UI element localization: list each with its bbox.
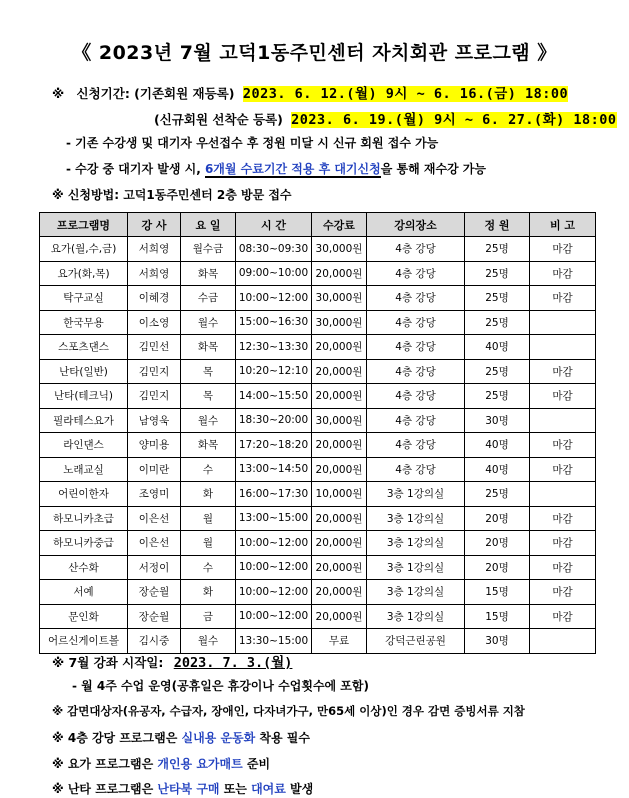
header-cell: 비 고 (530, 213, 596, 237)
nanta-mid: 또는 (223, 782, 247, 796)
days-cell: 목 (181, 384, 236, 409)
header-cell: 강 사 (128, 213, 181, 237)
fee-cell: 30,000원 (312, 310, 367, 335)
capacity-cell: 20명 (465, 531, 530, 556)
period-line-existing (52, 82, 568, 102)
remark-cell: 마감 (530, 580, 596, 605)
table-row (40, 261, 596, 286)
program-name-cell: 라인댄스 (40, 433, 128, 458)
capacity-cell: 25명 (465, 359, 530, 384)
nanta-highlight-buy: 난타북 구매 (157, 782, 220, 796)
program-table (39, 212, 596, 654)
apply-method: ※ 신청방법: 고덕1동주민센터 2층 방문 접수 (52, 188, 292, 202)
days-cell: 월 (181, 531, 236, 556)
capacity-cell: 25명 (465, 286, 530, 311)
time-cell: 10:00~12:00 (236, 531, 312, 556)
time-cell: 15:00~16:30 (236, 310, 312, 335)
location-cell: 4층 강당 (367, 457, 465, 482)
remark-cell: 마감 (530, 286, 596, 311)
note-waitlist-post: 을 통해 재수강 가능 (380, 162, 486, 176)
floor4-note (52, 729, 310, 746)
fee-cell: 20,000원 (312, 506, 367, 531)
table-header-row (40, 213, 596, 237)
fee-cell: 20,000원 (312, 580, 367, 605)
remark-cell: 마감 (530, 457, 596, 482)
table-row (40, 310, 596, 335)
fee-cell: 20,000원 (312, 261, 367, 286)
table-row (40, 531, 596, 556)
fee-cell: 무료 (312, 629, 367, 654)
program-name-cell: 하모니카초급 (40, 506, 128, 531)
time-cell: 18:30~20:00 (236, 408, 312, 433)
nanta-note (52, 780, 313, 797)
capacity-cell: 40명 (465, 335, 530, 360)
program-name-cell: 탁구교실 (40, 286, 128, 311)
note-waitlist-pre: - 수강 중 대기자 발생 시, (66, 162, 201, 176)
program-name-cell: 한국무용 (40, 310, 128, 335)
time-cell: 10:20~12:10 (236, 359, 312, 384)
fee-cell: 20,000원 (312, 384, 367, 409)
new-label: (신규회원 선착순 등록) (154, 112, 283, 127)
remark-cell (530, 629, 596, 654)
fee-cell: 20,000원 (312, 457, 367, 482)
instructor-cell: 서정이 (128, 555, 181, 580)
instructor-cell: 서희영 (128, 261, 181, 286)
days-cell: 화목 (181, 433, 236, 458)
fee-cell: 10,000원 (312, 482, 367, 507)
days-cell: 수금 (181, 286, 236, 311)
instructor-cell: 남영욱 (128, 408, 181, 433)
capacity-cell: 15명 (465, 604, 530, 629)
capacity-cell: 20명 (465, 555, 530, 580)
program-name-cell: 노래교실 (40, 457, 128, 482)
period-label: 신청기간: (기존회원 재등록) (76, 86, 235, 101)
location-cell: 강덕근린공원 (367, 629, 465, 654)
instructor-cell: 서희영 (128, 237, 181, 262)
location-cell: 3층 1강의실 (367, 555, 465, 580)
time-cell: 13:00~14:50 (236, 457, 312, 482)
location-cell: 4층 강당 (367, 408, 465, 433)
remark-cell (530, 310, 596, 335)
yoga-highlight: 개인용 요가매트 (157, 757, 243, 771)
yoga-post: 준비 (246, 757, 271, 771)
location-cell: 4층 강당 (367, 433, 465, 458)
time-cell: 09:00~10:00 (236, 261, 312, 286)
program-name-cell: 난타(일반) (40, 359, 128, 384)
table-row (40, 482, 596, 507)
instructor-cell: 장순월 (128, 580, 181, 605)
table-row (40, 604, 596, 629)
capacity-cell: 25명 (465, 384, 530, 409)
table-row (40, 506, 596, 531)
capacity-cell: 25명 (465, 482, 530, 507)
days-cell: 화목 (181, 261, 236, 286)
program-name-cell: 산수화 (40, 555, 128, 580)
time-cell: 13:00~15:00 (236, 506, 312, 531)
program-name-cell: 문인화 (40, 604, 128, 629)
table-row (40, 457, 596, 482)
time-cell: 12:30~13:30 (236, 335, 312, 360)
days-cell: 수 (181, 457, 236, 482)
table-row (40, 408, 596, 433)
header-cell: 요 일 (181, 213, 236, 237)
time-cell: 13:30~15:00 (236, 629, 312, 654)
capacity-cell: 25명 (465, 310, 530, 335)
instructor-cell: 김시중 (128, 629, 181, 654)
table-row (40, 433, 596, 458)
fee-cell: 20,000원 (312, 359, 367, 384)
time-cell: 16:00~17:30 (236, 482, 312, 507)
time-cell: 10:00~12:00 (236, 604, 312, 629)
location-cell: 4층 강당 (367, 359, 465, 384)
header-cell: 정 원 (465, 213, 530, 237)
capacity-cell: 40명 (465, 457, 530, 482)
program-name-cell: 하모니카중급 (40, 531, 128, 556)
floor4-highlight: 실내용 운동화 (181, 731, 256, 745)
existing-dates: 2023. 6. 12.(월) 9시 ~ 6. 16.(금) 18:00 (242, 86, 569, 102)
fee-cell: 20,000원 (312, 433, 367, 458)
instructor-cell: 양미용 (128, 433, 181, 458)
new-dates: 2023. 6. 19.(월) 9시 ~ 6. 27.(화) 18:00 (291, 112, 617, 128)
instructor-cell: 김민지 (128, 384, 181, 409)
days-cell: 화목 (181, 335, 236, 360)
fee-cell: 30,000원 (312, 408, 367, 433)
header-cell: 강의장소 (367, 213, 465, 237)
location-cell: 3층 1강의실 (367, 580, 465, 605)
header-cell: 프로그램명 (40, 213, 128, 237)
weekly-note: - 월 4주 수업 운영(공휴일은 휴강이나 수업횟수에 포함) (72, 679, 369, 693)
location-cell: 3층 1강의실 (367, 604, 465, 629)
table-row (40, 335, 596, 360)
remark-cell: 마감 (530, 506, 596, 531)
instructor-cell: 조영미 (128, 482, 181, 507)
days-cell: 월수 (181, 408, 236, 433)
program-name-cell: 어르신게이트볼 (40, 629, 128, 654)
program-name-cell: 요가(화,목) (40, 261, 128, 286)
days-cell: 금 (181, 604, 236, 629)
program-name-cell: 어린이한자 (40, 482, 128, 507)
days-cell: 월수금 (181, 237, 236, 262)
remark-cell: 마감 (530, 359, 596, 384)
table-body (40, 237, 596, 654)
fee-cell: 20,000원 (312, 555, 367, 580)
instructor-cell: 이혜경 (128, 286, 181, 311)
fee-cell: 20,000원 (312, 335, 367, 360)
table-row (40, 555, 596, 580)
remark-cell: 마감 (530, 531, 596, 556)
time-cell: 08:30~09:30 (236, 237, 312, 262)
program-name-cell: 난타(테크닉) (40, 384, 128, 409)
instructor-cell: 장순월 (128, 604, 181, 629)
instructor-cell: 김민지 (128, 359, 181, 384)
days-cell: 수 (181, 555, 236, 580)
program-name-cell: 서예 (40, 580, 128, 605)
program-name-cell: 요가(월,수,금) (40, 237, 128, 262)
days-cell: 화 (181, 482, 236, 507)
capacity-cell: 25명 (465, 261, 530, 286)
instructor-cell: 김민선 (128, 335, 181, 360)
days-cell: 월수 (181, 310, 236, 335)
remark-cell: 마감 (530, 261, 596, 286)
days-cell: 화 (181, 580, 236, 605)
time-cell: 14:00~15:50 (236, 384, 312, 409)
header-cell: 시 간 (236, 213, 312, 237)
table-row (40, 629, 596, 654)
table-row (40, 237, 596, 262)
remark-cell: 마감 (530, 433, 596, 458)
note-waitlist (66, 160, 486, 177)
instructor-cell: 이은선 (128, 506, 181, 531)
location-cell: 4층 강당 (367, 237, 465, 262)
start-label: ※ 7월 강좌 시작일: (52, 655, 164, 670)
note-waitlist-link: 6개월 수료기간 적용 후 대기신청 (204, 162, 381, 176)
instructor-cell: 이은선 (128, 531, 181, 556)
fee-cell: 30,000원 (312, 237, 367, 262)
remark-cell (530, 408, 596, 433)
location-cell: 3층 1강의실 (367, 531, 465, 556)
time-cell: 10:00~12:00 (236, 580, 312, 605)
remark-cell (530, 482, 596, 507)
table-row (40, 580, 596, 605)
capacity-cell: 25명 (465, 237, 530, 262)
nanta-pre: ※ 난타 프로그램은 (52, 782, 154, 796)
table-row (40, 384, 596, 409)
remark-cell: 마감 (530, 237, 596, 262)
remark-cell: 마감 (530, 384, 596, 409)
page-title: 《 2023년 7월 고덕1동주민센터 자치회관 프로그램 》 (72, 42, 557, 64)
fee-cell: 30,000원 (312, 286, 367, 311)
note-priority: - 기존 수강생 및 대기자 우선접수 후 정원 미달 시 신규 회원 접수 가능 (66, 136, 439, 150)
days-cell: 월수 (181, 629, 236, 654)
capacity-cell: 20명 (465, 506, 530, 531)
start-line (52, 651, 292, 671)
fee-cell: 20,000원 (312, 604, 367, 629)
location-cell: 3층 1강의실 (367, 506, 465, 531)
floor4-post: 착용 필수 (259, 731, 310, 745)
capacity-cell: 40명 (465, 433, 530, 458)
location-cell: 4층 강당 (367, 310, 465, 335)
header-cell: 수강료 (312, 213, 367, 237)
capacity-cell: 15명 (465, 580, 530, 605)
location-cell: 4층 강당 (367, 286, 465, 311)
location-cell: 4층 강당 (367, 261, 465, 286)
nanta-post: 발생 (290, 782, 314, 796)
table-row (40, 286, 596, 311)
days-cell: 월 (181, 506, 236, 531)
instructor-cell: 이소영 (128, 310, 181, 335)
instructor-cell: 이미란 (128, 457, 181, 482)
time-cell: 10:00~12:00 (236, 286, 312, 311)
yoga-note (52, 755, 270, 772)
location-cell: 4층 강당 (367, 384, 465, 409)
time-cell: 17:20~18:20 (236, 433, 312, 458)
remark-cell: 마감 (530, 604, 596, 629)
capacity-cell: 30명 (465, 408, 530, 433)
floor4-pre: ※ 4층 강당 프로그램은 (52, 731, 178, 745)
nanta-highlight-rent: 대여료 (251, 782, 286, 796)
remark-cell: 마감 (530, 555, 596, 580)
yoga-pre: ※ 요가 프로그램은 (52, 757, 154, 771)
period-line-new (154, 108, 617, 128)
location-cell: 4층 강당 (367, 335, 465, 360)
remark-cell (530, 335, 596, 360)
program-name-cell: 스포츠댄스 (40, 335, 128, 360)
table-row (40, 359, 596, 384)
days-cell: 목 (181, 359, 236, 384)
program-name-cell: 필라테스요가 (40, 408, 128, 433)
period-bullet: ※ (52, 86, 65, 101)
capacity-cell: 30명 (465, 629, 530, 654)
fee-cell: 20,000원 (312, 531, 367, 556)
time-cell: 10:00~12:00 (236, 555, 312, 580)
location-cell: 3층 1강의실 (367, 482, 465, 507)
start-date: 2023. 7. 3.(월) (173, 655, 293, 671)
discount-note: ※ 감면대상자(유공자, 수급자, 장애인, 다자녀가구, 만65세 이상)인 경우 감면 증빙서류 지참 (52, 704, 525, 718)
